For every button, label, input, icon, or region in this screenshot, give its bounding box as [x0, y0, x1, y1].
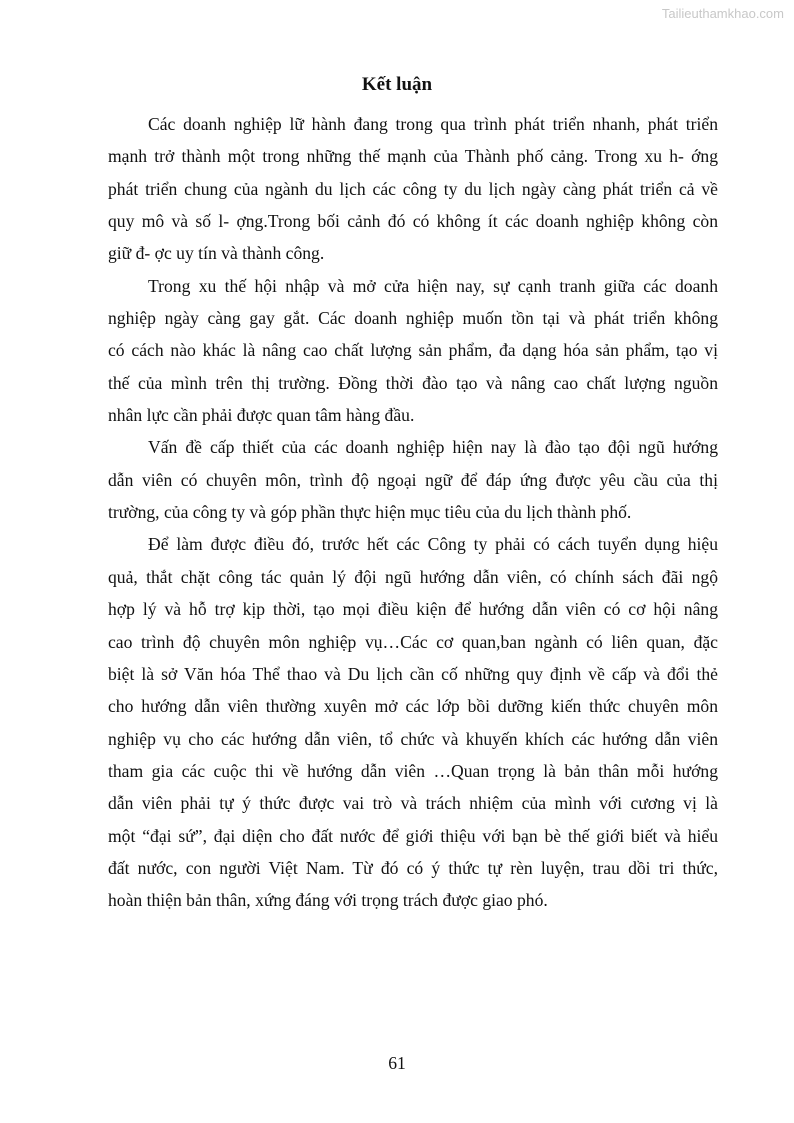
text-line: dẫn viên có chuyên môn, trình độ ngoại ngữ để đáp ứng được yêu cầu của thị: [108, 469, 718, 490]
text-line: hợp lý và hỗ trợ kịp thời, tạo mọi điều kiện để hướng dẫn viên có cơ hội nâng: [108, 599, 718, 620]
text-line: Trong xu thế hội nhập và mở cửa hiện nay, sự cạnh tranh giữa các doanh: [148, 275, 718, 296]
page-title: Kết luận: [361, 74, 433, 95]
paragraph: [108, 528, 718, 916]
text-line: nhân lực cần phải được quan tâm hàng đầu.: [108, 405, 415, 426]
text-line: quả, thắt chặt công tác quản lý đội ngũ hướng dẫn viên, có chính sách đãi ngộ: [108, 566, 718, 587]
paragraph: [108, 270, 718, 432]
document-body: [108, 108, 718, 917]
text-line: tham gia các cuộc thi về hướng dẫn viên …Quan trọng là bản thân mỗi hướng: [108, 760, 718, 781]
paragraph: [108, 431, 718, 528]
text-line: Để làm được điều đó, trước hết các Công ty phải có cách tuyển dụng hiệu: [148, 534, 718, 555]
text-line: trường, của công ty và góp phần thực hiện mục tiêu của du lịch thành phố.: [108, 502, 632, 523]
text-line: Các doanh nghiệp lữ hành đang trong qua trình phát triển nhanh, phát triển: [148, 114, 718, 134]
text-line: phát triển chung của ngành du lịch các công ty du lịch ngày càng phát triển cả về: [108, 178, 718, 199]
text-line: biệt là sở Văn hóa Thể thao và Du lịch cần cố những quy định về cấp và đổi thẻ: [108, 663, 718, 684]
text-line: dẫn viên phải tự ý thức được vai trò và trách nhiệm của mình với cương vị là: [108, 793, 718, 814]
text-line: hoàn thiện bản thân, xứng đáng với trọng trách được giao phó.: [108, 890, 548, 911]
text-line: cho hướng dẫn viên thường xuyên mở các lớp bồi dưỡng kiến thức chuyên môn: [108, 696, 718, 717]
watermark: Tailieuthamkhao.com: [661, 6, 784, 21]
text-line: đất nước, con người Việt Nam. Từ đó có ý thức tự rèn luyện, trau dồi tri thức,: [108, 857, 718, 878]
text-line: có cách nào khác là nâng cao chất lượng sản phẩm, đa dạng hóa sản phẩm, tạo vị: [108, 340, 718, 361]
page-number: 61: [388, 1053, 406, 1073]
text-line: nghiệp ngày càng gay gắt. Các doanh nghiệp muốn tồn tại và phát triển không: [108, 308, 718, 329]
text-line: mạnh trở thành một trong những thế mạnh của Thành phố cảng. Trong xu h- ớng: [108, 146, 718, 167]
text-line: giữ đ- ợc uy tín và thành công.: [108, 243, 325, 264]
paragraph: [108, 108, 718, 270]
text-line: nghiệp vụ cho các hướng dẫn viên, tổ chức và khuyến khích các hướng dẫn viên: [108, 728, 718, 749]
text-line: Vấn đề cấp thiết của các doanh nghiệp hiện nay là đào tạo đội ngũ hướng: [148, 437, 718, 458]
text-line: quy mô và số l- ợng.Trong bối cảnh đó có không ít các doanh nghiệp không còn: [108, 211, 718, 232]
text-line: thế của mình trên thị trường. Đồng thời đào tạo và nâng cao chất lượng nguồn: [108, 372, 718, 393]
text-line: cao trình độ chuyên môn nghiệp vụ…Các cơ quan,ban ngành có liên quan, đặc: [108, 631, 718, 652]
text-line: một “đại sứ”, đại diện cho đất nước để giới thiệu với bạn bè thế giới biết và hiểu: [108, 825, 718, 846]
